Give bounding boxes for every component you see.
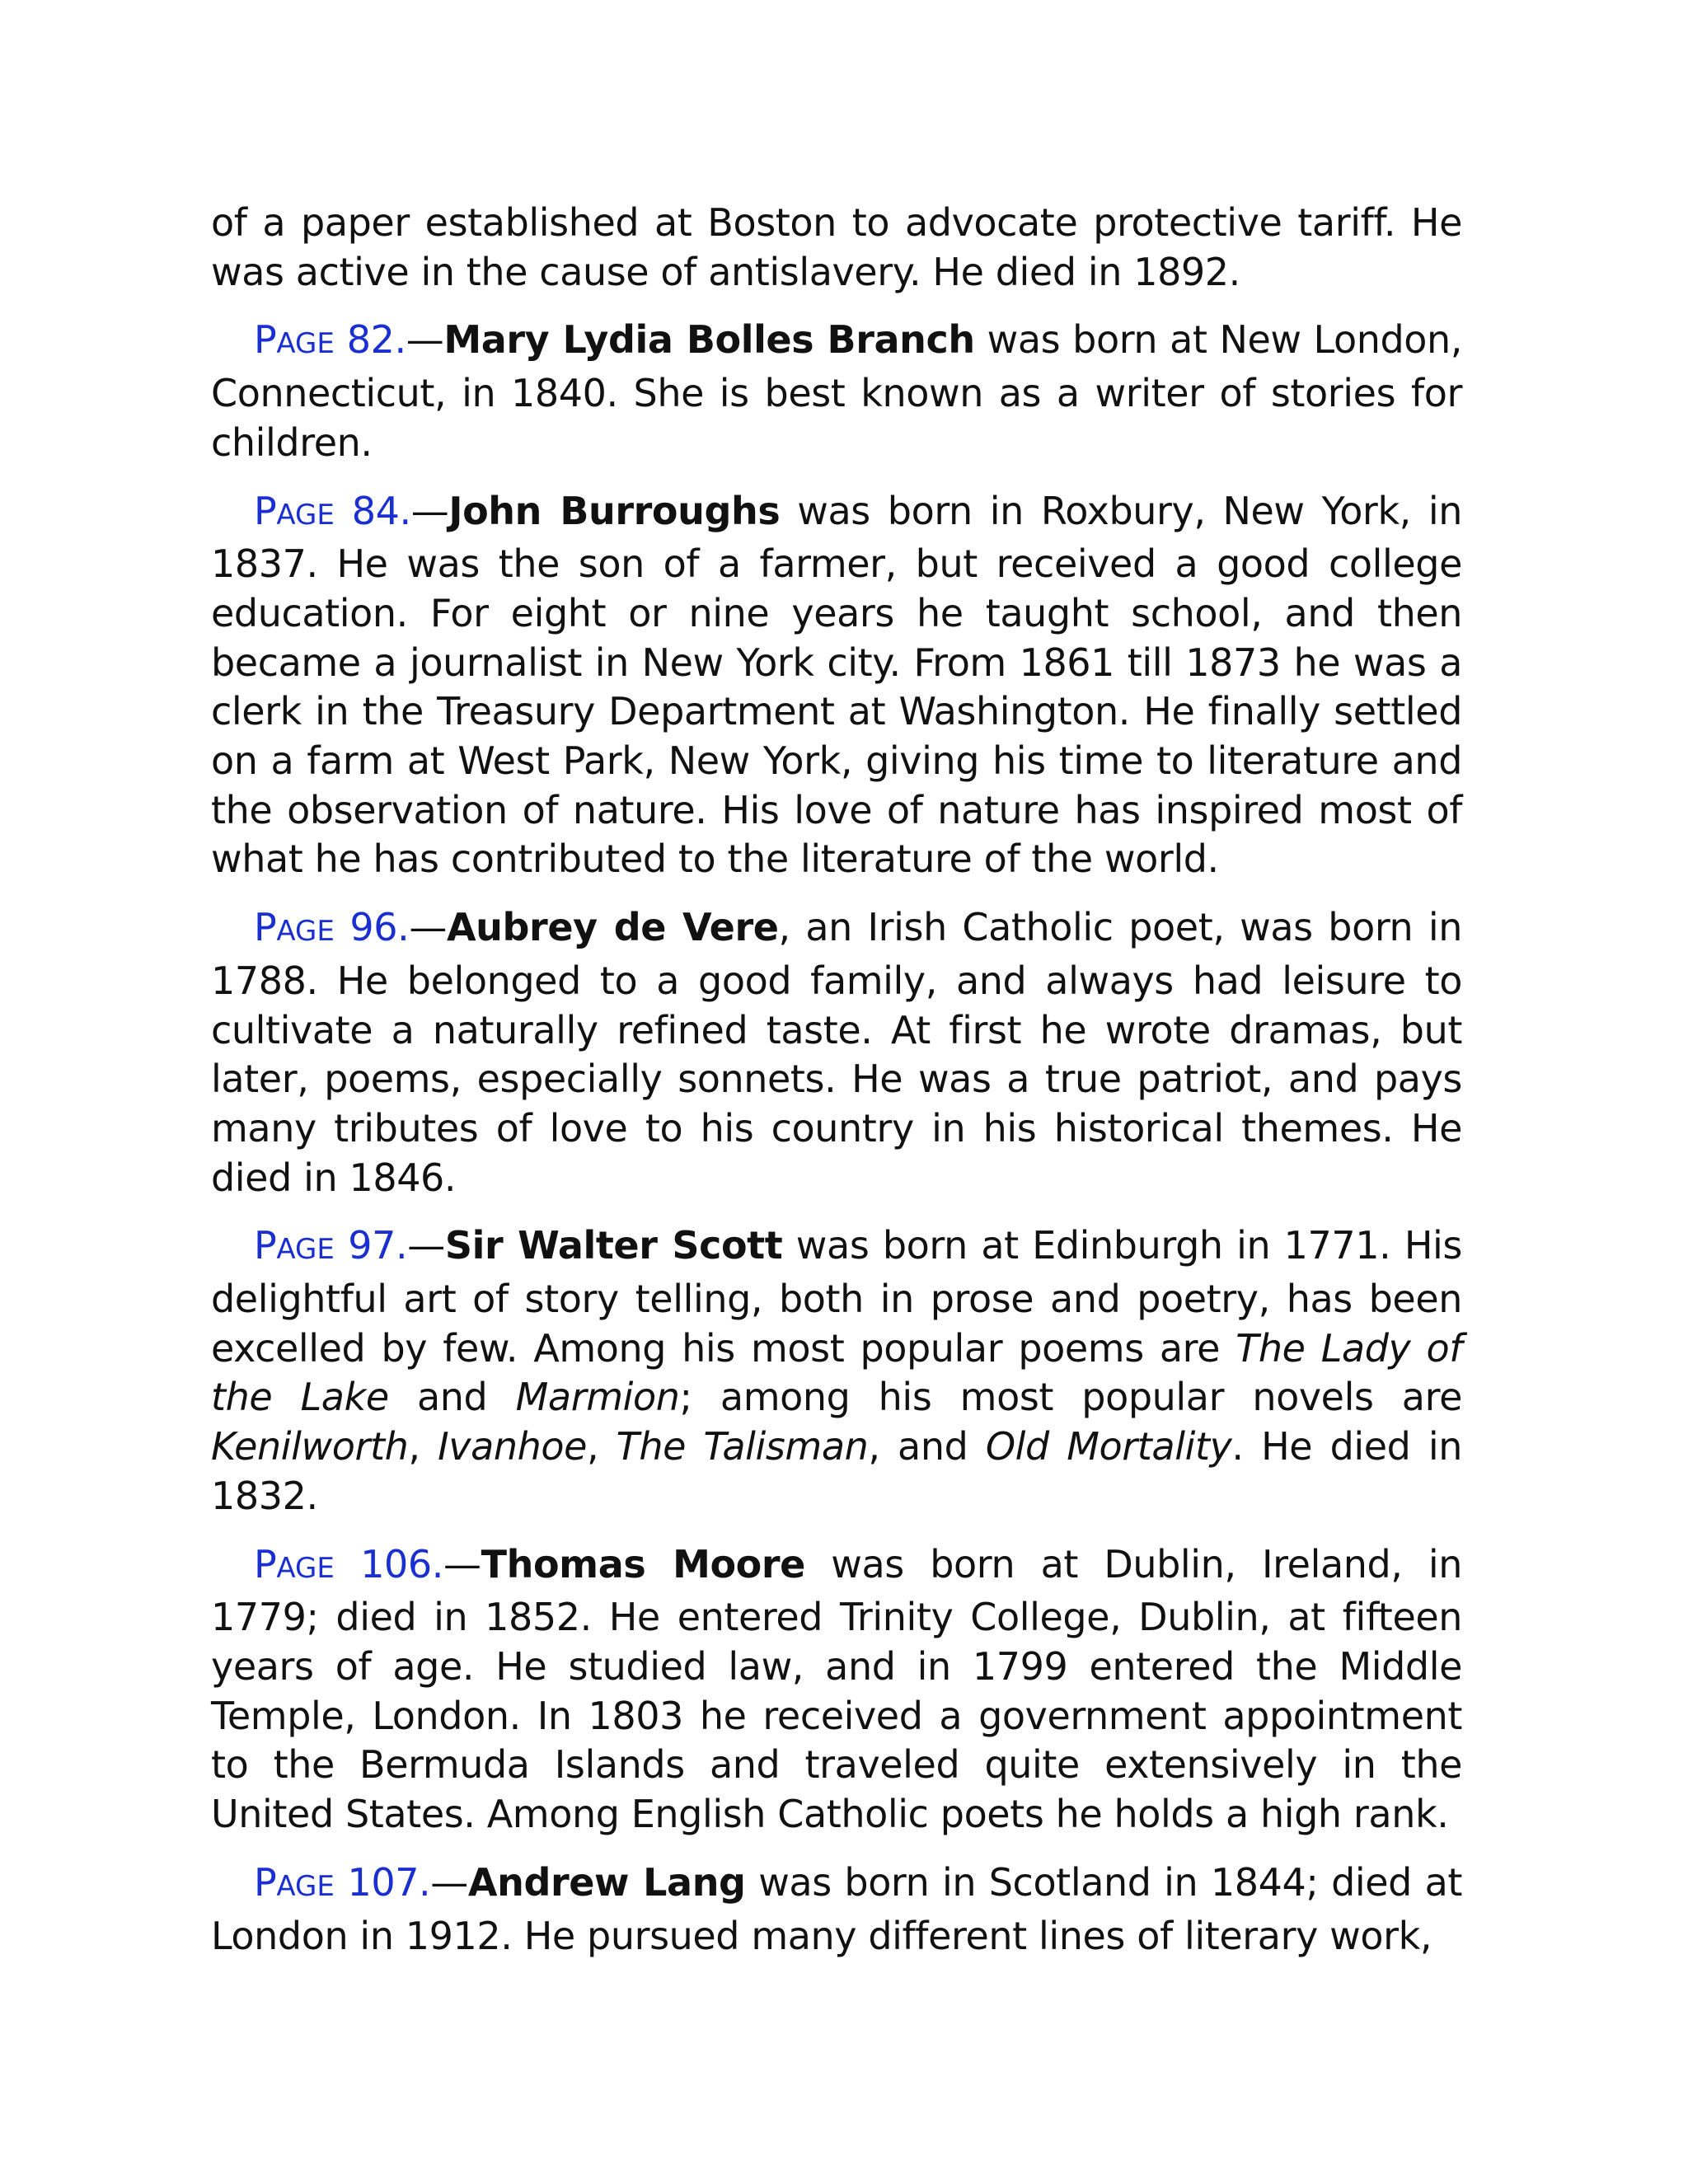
- page-link-84[interactable]: [254, 489, 411, 533]
- work-title: The Lady of the Lake: [211, 1325, 1462, 1420]
- author-name: Sir Walter Scott: [444, 1223, 783, 1268]
- entry-body: was born in Scotland in 1844; died at London in 1912. He pursued many different lines of literary work,: [211, 1859, 1462, 1958]
- em-dash: —: [406, 317, 444, 363]
- entry-branch: [211, 316, 1462, 467]
- entry-body: , and: [868, 1424, 986, 1469]
- entry-body: ,: [408, 1424, 438, 1469]
- page-link-97[interactable]: [254, 1223, 407, 1268]
- work-title: The Talisman: [616, 1424, 869, 1469]
- page-number: 97.: [334, 1223, 408, 1268]
- entry-body: was born in Roxbury, New York, in 1837. He was the son of a farmer, but received a good college education. For eight or nine years he taught school, and then became a journalist in New York city. From 1861 till 1873 he was a clerk in the Treasury Department at Washington. He finally settled on a farm at West Park, New York, giving his time to literature and the observation of nature. His love of nature has inspired most of what he has contributed to the literature of the world.: [211, 488, 1462, 882]
- entry-burroughs: [211, 487, 1462, 885]
- page-link-82[interactable]: [254, 317, 406, 362]
- page-word-initial: P: [254, 1541, 277, 1586]
- page-word-rest: AGE: [276, 1869, 335, 1903]
- page-word-rest: AGE: [276, 1233, 335, 1267]
- entry-body: ,: [587, 1424, 617, 1469]
- work-title: Old Mortality: [985, 1424, 1232, 1469]
- author-name: John Burroughs: [448, 488, 781, 533]
- work-title: Kenilworth: [211, 1424, 409, 1469]
- page-link-106[interactable]: [254, 1542, 443, 1586]
- entry-body: was born at Edinburgh in 1771. His delightful art of story telling, both in prose and poetry, has been excelled by few. Among his most popular poems are: [211, 1223, 1462, 1371]
- page-word-initial: P: [254, 317, 277, 363]
- page-word-rest: AGE: [276, 915, 335, 949]
- document-page: [211, 199, 1462, 1980]
- entry-moore: [211, 1540, 1462, 1840]
- page-link-96[interactable]: [254, 905, 409, 949]
- page-word-rest: AGE: [276, 327, 335, 361]
- page-word-initial: P: [254, 905, 277, 950]
- em-dash: —: [407, 1223, 445, 1268]
- page-word-rest: AGE: [276, 498, 335, 532]
- page-word-rest: AGE: [276, 1551, 335, 1585]
- entry-scott: [211, 1221, 1462, 1521]
- author-name: Andrew Lang: [467, 1859, 746, 1905]
- author-name: Thomas Moore: [481, 1541, 805, 1586]
- entry-lang: [211, 1858, 1462, 1961]
- page-word-initial: P: [254, 488, 277, 533]
- entry-body: ; among his most popular novels are: [679, 1375, 1462, 1420]
- author-name: Aubrey de Vere: [446, 905, 779, 950]
- page-word-initial: P: [254, 1223, 277, 1268]
- entry-body: and: [388, 1375, 516, 1420]
- continuation-paragraph: of a paper established at Boston to advocate protective tariff. He was active in the cause of antislavery. He died in 1892.: [211, 200, 1462, 294]
- page-number: 106.: [334, 1541, 444, 1586]
- page-number: 82.: [334, 317, 406, 363]
- page-number: 84.: [334, 488, 411, 533]
- page-link-107[interactable]: [254, 1860, 430, 1905]
- page-number: 107.: [334, 1859, 431, 1905]
- em-dash: —: [443, 1541, 481, 1586]
- entry-body: was born at New London, Connecticut, in 1840. She is best known as a writer of stories for children.: [211, 317, 1462, 465]
- author-name: Mary Lydia Bolles Branch: [443, 317, 975, 363]
- entry-body: , an Irish Catholic poet, was born in 1788. He belonged to a good family, and always had leisure to cultivate a naturally refined taste. At first he wrote dramas, but later, poems, especially sonnets. He was a true patriot, and pays many tributes of love to his country in his historical themes. He died in 1846.: [211, 905, 1462, 1200]
- em-dash: —: [409, 905, 447, 950]
- em-dash: —: [430, 1859, 468, 1905]
- em-dash: —: [410, 488, 449, 533]
- work-title: Ivanhoe: [438, 1424, 588, 1469]
- page-number: 96.: [334, 905, 410, 950]
- page-word-initial: P: [254, 1859, 277, 1905]
- work-title: Marmion: [515, 1375, 680, 1420]
- entry-body: was born at Dublin, Ireland, in 1779; died in 1852. He entered Trinity College, Dublin, at fifteen years of age. He studied law, and in 1799 entered the Middle Temple, London. In 1803 he received a government appointment to the Bermuda Islands and traveled quite extensively in the United States. Among English Catholic poets he holds a high rank.: [211, 1541, 1463, 1837]
- entry-body: . He died in 1832.: [211, 1424, 1463, 1518]
- entry-de-vere: [211, 903, 1462, 1202]
